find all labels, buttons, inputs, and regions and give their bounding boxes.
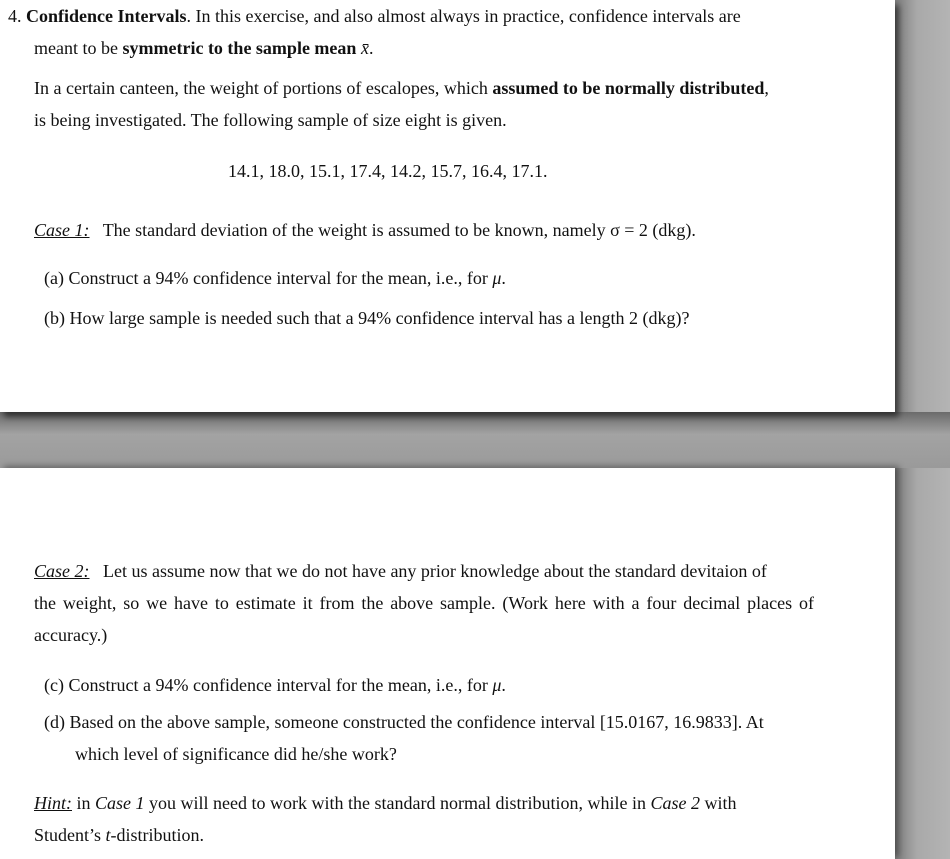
hint-label: Hint:	[34, 793, 72, 813]
setup-text: In a certain canteen, the weight of portions of escalopes, which	[34, 78, 493, 98]
item-c: (c) Construct a 94% confidence interval for the mean, i.e., for μ.	[44, 675, 506, 695]
problem-heading-line	[8, 5, 814, 27]
setup-line-2: is being investigated. The following sample of size eight is given.	[34, 110, 507, 130]
item-b	[44, 307, 689, 329]
case2-line-2: the weight, so we have to estimate it from the above sample. (Work here with a four decimal places of	[34, 593, 814, 613]
case1-text: The standard deviation of the weight is assumed to be known, namely σ = 2 (dkg).	[102, 220, 696, 240]
sample-values: 14.1, 18.0, 15.1, 17.4, 14.2, 15.7, 16.4, 17.1.	[228, 161, 548, 181]
problem-title: Confidence Intervals	[26, 6, 187, 26]
mu-symbol: μ	[492, 268, 502, 288]
document-page-1	[0, 0, 895, 412]
t-symbol: t	[105, 825, 111, 845]
hint-line-1	[34, 792, 814, 814]
hint-text-a: in	[76, 793, 96, 813]
xbar-symbol: x̄	[360, 38, 369, 58]
hint-text-d: Student’s	[34, 825, 106, 845]
case2-line-1	[34, 560, 814, 582]
setup-bold: assumed to be normally distributed	[492, 78, 765, 98]
item-a-label: (a)	[44, 268, 64, 288]
case1-label: Case 1:	[34, 220, 90, 240]
problem-intro-1: . In this exercise, and also almost always in practice, confidence intervals are	[186, 6, 741, 26]
item-c-label: (c)	[44, 675, 64, 695]
item-c-text: Construct a 94% confidence interval for the mean, i.e., for	[68, 675, 488, 695]
hint-line-2	[34, 824, 204, 846]
item-a: (a) Construct a 94% confidence interval for the mean, i.e., for μ.	[44, 268, 506, 288]
case2-label: Case 2:	[34, 561, 90, 581]
item-a-text: Construct a 94% confidence interval for the mean, i.e., for	[68, 268, 488, 288]
case2-text-1: Let us assume now that we do not have any prior knowledge about the standard devitaion of	[103, 561, 767, 581]
setup-line-1	[34, 77, 769, 99]
document-page-2	[0, 468, 895, 859]
item-b-text: How large sample is needed such that a 94% confidence interval has a length 2 (dkg)?	[69, 308, 690, 328]
hint-text-e: -distribution.	[110, 825, 205, 845]
problem-intro-line-2: meant to be symmetric to the sample mean x̄.	[34, 38, 374, 58]
setup-comma: ,	[764, 78, 769, 98]
item-b-label: (b)	[44, 308, 65, 328]
mu-symbol-2: μ	[492, 675, 502, 695]
intro-text: meant to be	[34, 38, 123, 58]
item-d-line-1	[44, 711, 764, 733]
case2-line-3: accuracy.)	[34, 625, 108, 645]
hint-text-b: you will need to work with the standard normal distribution, while in	[144, 793, 651, 813]
item-d-line-2: which level of significance did he/she work?	[75, 744, 397, 764]
hint-text-c: with	[699, 793, 737, 813]
hint-case2: Case 2	[650, 793, 700, 813]
page-gap	[0, 412, 950, 468]
case1-line	[34, 219, 696, 241]
hint-case1: Case 1	[95, 793, 145, 813]
problem-number: 4.	[8, 6, 22, 26]
intro-bold: symmetric to the sample mean	[122, 38, 357, 58]
item-d-label: (d)	[44, 712, 65, 732]
item-d-text-1: Based on the above sample, someone constructed the confidence interval [15.0167, 16.9833]. At	[69, 712, 764, 732]
